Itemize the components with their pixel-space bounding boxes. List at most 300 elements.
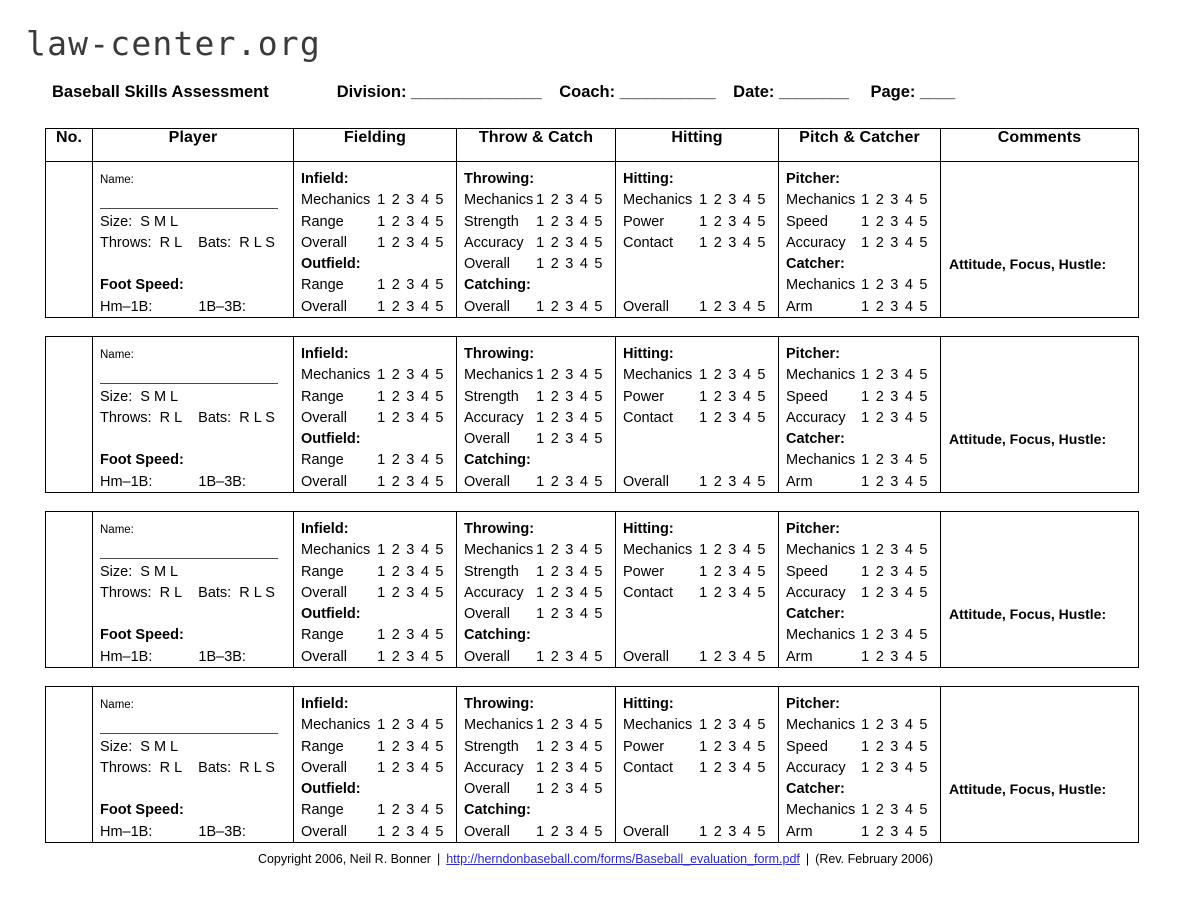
rating-scale[interactable] (861, 450, 940, 471)
rating-scale[interactable] (377, 540, 456, 561)
rating-option[interactable]: 1 (377, 367, 386, 384)
rating-option[interactable]: 1 (699, 648, 708, 665)
rating-scale[interactable] (536, 233, 615, 254)
rating-scale[interactable] (377, 212, 456, 233)
rating-option[interactable]: 2 (875, 277, 885, 294)
rating-option[interactable]: 1 (536, 738, 545, 755)
rating-option[interactable]: 2 (875, 367, 885, 384)
rating-option[interactable]: 1 (377, 759, 386, 776)
rating-option[interactable]: 4 (420, 648, 430, 665)
rating-option[interactable]: 3 (406, 213, 415, 230)
rating-option[interactable]: 3 (890, 234, 899, 251)
rating-option[interactable]: 3 (890, 584, 899, 601)
rating-option[interactable]: 4 (904, 759, 914, 776)
rating-option[interactable]: 2 (875, 298, 885, 315)
rating-option[interactable]: 2 (391, 473, 401, 490)
rating-option[interactable]: 3 (406, 584, 415, 601)
row-number-cell[interactable] (46, 337, 93, 493)
rating-option[interactable]: 2 (713, 759, 723, 776)
name-write-line[interactable] (100, 715, 293, 736)
rating-option[interactable]: 4 (742, 648, 752, 665)
rating-scale[interactable] (861, 212, 940, 233)
rating-option[interactable]: 4 (579, 606, 589, 623)
footer-url-link[interactable]: http://herndonbaseball.com/forms/Baseball_evaluation_form.pdf (446, 852, 800, 866)
rating-option[interactable]: 4 (420, 802, 430, 819)
rating-option[interactable]: 5 (435, 584, 444, 601)
rating-scale[interactable] (861, 275, 940, 296)
rating-option[interactable]: 4 (579, 584, 589, 601)
rating-option[interactable]: 2 (391, 452, 401, 469)
rating-scale[interactable] (377, 233, 456, 254)
rating-option[interactable]: 1 (377, 584, 386, 601)
rating-option[interactable]: 2 (713, 473, 723, 490)
rating-option[interactable]: 5 (919, 584, 928, 601)
rating-option[interactable]: 5 (594, 759, 603, 776)
rating-option[interactable]: 4 (742, 192, 752, 209)
rating-option[interactable]: 4 (579, 738, 589, 755)
rating-option[interactable]: 2 (875, 192, 885, 209)
rating-option[interactable]: 4 (579, 367, 589, 384)
rating-option[interactable]: 4 (579, 234, 589, 251)
rating-option[interactable]: 2 (550, 542, 560, 559)
rating-scale[interactable] (861, 822, 940, 843)
rating-option[interactable]: 4 (742, 234, 752, 251)
rating-option[interactable]: 5 (919, 298, 928, 315)
rating-option[interactable]: 3 (406, 717, 415, 734)
rating-option[interactable]: 4 (420, 367, 430, 384)
rating-option[interactable]: 5 (757, 192, 766, 209)
name-write-line[interactable] (100, 190, 293, 211)
rating-option[interactable]: 3 (565, 388, 574, 405)
rating-scale[interactable] (377, 758, 456, 779)
rating-option[interactable]: 4 (904, 717, 914, 734)
rating-option[interactable]: 3 (890, 717, 899, 734)
rating-option[interactable]: 3 (890, 627, 899, 644)
rating-option[interactable]: 4 (420, 759, 430, 776)
rating-option[interactable]: 2 (875, 584, 885, 601)
rating-option[interactable]: 5 (594, 409, 603, 426)
rating-option[interactable]: 3 (728, 584, 737, 601)
rating-option[interactable]: 4 (420, 277, 430, 294)
rating-option[interactable]: 5 (435, 627, 444, 644)
rating-option[interactable]: 4 (579, 388, 589, 405)
rating-option[interactable]: 1 (377, 717, 386, 734)
rating-option[interactable]: 5 (594, 234, 603, 251)
rating-option[interactable]: 2 (713, 234, 723, 251)
rating-option[interactable]: 5 (757, 717, 766, 734)
rating-option[interactable]: 2 (391, 823, 401, 840)
rating-option[interactable]: 2 (550, 388, 560, 405)
rating-option[interactable]: 3 (565, 192, 574, 209)
rating-scale[interactable] (861, 540, 940, 561)
rating-scale[interactable] (699, 647, 778, 668)
rating-option[interactable]: 3 (890, 648, 899, 665)
rating-scale[interactable] (377, 562, 456, 583)
rating-option[interactable]: 5 (594, 542, 603, 559)
rating-option[interactable]: 3 (406, 192, 415, 209)
rating-option[interactable]: 4 (579, 717, 589, 734)
rating-option[interactable]: 4 (420, 542, 430, 559)
rating-scale[interactable] (377, 800, 456, 821)
rating-option[interactable]: 2 (875, 388, 885, 405)
rating-option[interactable]: 3 (728, 717, 737, 734)
rating-scale[interactable] (377, 387, 456, 408)
rating-option[interactable]: 1 (536, 431, 545, 448)
rating-option[interactable]: 3 (406, 388, 415, 405)
rating-option[interactable]: 3 (728, 759, 737, 776)
rating-option[interactable]: 2 (391, 627, 401, 644)
rating-option[interactable]: 3 (890, 213, 899, 230)
rating-option[interactable]: 2 (713, 192, 723, 209)
rating-option[interactable]: 5 (757, 298, 766, 315)
rating-option[interactable]: 3 (565, 717, 574, 734)
rating-option[interactable]: 3 (728, 409, 737, 426)
rating-option[interactable]: 5 (594, 256, 603, 273)
rating-option[interactable]: 4 (904, 802, 914, 819)
rating-scale[interactable] (699, 737, 778, 758)
rating-scale[interactable] (377, 297, 456, 318)
rating-option[interactable]: 4 (420, 298, 430, 315)
rating-option[interactable]: 4 (742, 542, 752, 559)
rating-option[interactable]: 1 (861, 298, 870, 315)
rating-option[interactable]: 2 (875, 473, 885, 490)
rating-option[interactable]: 2 (550, 563, 560, 580)
rating-scale[interactable] (699, 297, 778, 318)
rating-option[interactable]: 2 (550, 234, 560, 251)
rating-option[interactable]: 2 (713, 563, 723, 580)
rating-option[interactable]: 4 (742, 584, 752, 601)
rating-option[interactable]: 4 (579, 563, 589, 580)
rating-option[interactable]: 2 (550, 213, 560, 230)
rating-option[interactable]: 4 (742, 367, 752, 384)
rating-option[interactable]: 5 (757, 409, 766, 426)
rating-option[interactable]: 1 (861, 234, 870, 251)
rating-option[interactable]: 5 (919, 717, 928, 734)
rating-option[interactable]: 4 (904, 277, 914, 294)
rating-option[interactable]: 5 (919, 409, 928, 426)
rating-option[interactable]: 2 (875, 234, 885, 251)
rating-option[interactable]: 2 (391, 298, 401, 315)
rating-option[interactable]: 1 (536, 563, 545, 580)
rating-scale[interactable] (861, 625, 940, 646)
rating-option[interactable]: 5 (594, 473, 603, 490)
rating-scale[interactable] (861, 297, 940, 318)
rating-option[interactable]: 5 (435, 452, 444, 469)
rating-option[interactable]: 2 (550, 192, 560, 209)
rating-option[interactable]: 3 (890, 823, 899, 840)
rating-option[interactable]: 1 (377, 823, 386, 840)
rating-option[interactable]: 2 (713, 388, 723, 405)
rating-option[interactable]: 5 (919, 738, 928, 755)
rating-option[interactable]: 1 (699, 367, 708, 384)
rating-option[interactable]: 1 (861, 388, 870, 405)
rating-option[interactable]: 2 (550, 256, 560, 273)
rating-option[interactable]: 1 (536, 234, 545, 251)
rating-option[interactable]: 5 (594, 648, 603, 665)
rating-option[interactable]: 5 (435, 388, 444, 405)
rating-option[interactable]: 2 (550, 431, 560, 448)
rating-option[interactable]: 1 (377, 298, 386, 315)
rating-scale[interactable] (699, 190, 778, 211)
rating-option[interactable]: 2 (550, 409, 560, 426)
rating-option[interactable]: 1 (699, 409, 708, 426)
rating-option[interactable]: 3 (728, 542, 737, 559)
rating-option[interactable]: 3 (890, 563, 899, 580)
rating-option[interactable]: 5 (594, 606, 603, 623)
rating-option[interactable]: 5 (919, 213, 928, 230)
size-row[interactable]: Size: S M L (100, 213, 179, 230)
rating-option[interactable]: 3 (565, 298, 574, 315)
rating-option[interactable]: 1 (377, 409, 386, 426)
rating-option[interactable]: 4 (904, 563, 914, 580)
rating-option[interactable]: 2 (391, 648, 401, 665)
rating-option[interactable]: 4 (420, 823, 430, 840)
rating-option[interactable]: 2 (550, 473, 560, 490)
rating-option[interactable]: 5 (435, 738, 444, 755)
rating-scale[interactable] (536, 365, 615, 386)
rating-option[interactable]: 1 (536, 781, 545, 798)
rating-option[interactable]: 1 (861, 627, 870, 644)
name-write-line[interactable] (100, 365, 293, 386)
rating-option[interactable]: 5 (919, 563, 928, 580)
rating-option[interactable]: 1 (377, 388, 386, 405)
rating-option[interactable]: 1 (536, 367, 545, 384)
rating-option[interactable]: 3 (728, 648, 737, 665)
rating-scale[interactable] (536, 562, 615, 583)
rating-option[interactable]: 2 (550, 781, 560, 798)
rating-option[interactable]: 1 (536, 648, 545, 665)
size-row[interactable]: Size: S M L (100, 738, 179, 755)
rating-option[interactable]: 3 (406, 738, 415, 755)
rating-option[interactable]: 4 (420, 563, 430, 580)
rating-scale[interactable] (536, 429, 615, 450)
rating-option[interactable]: 5 (919, 627, 928, 644)
rating-option[interactable]: 4 (742, 298, 752, 315)
rating-option[interactable]: 5 (919, 542, 928, 559)
rating-option[interactable]: 4 (420, 584, 430, 601)
rating-option[interactable]: 1 (699, 717, 708, 734)
row-number-cell[interactable] (46, 687, 93, 843)
rating-option[interactable]: 3 (406, 409, 415, 426)
rating-option[interactable]: 3 (565, 563, 574, 580)
rating-option[interactable]: 1 (377, 648, 386, 665)
rating-option[interactable]: 1 (536, 192, 545, 209)
rating-option[interactable]: 5 (435, 298, 444, 315)
rating-option[interactable]: 5 (919, 473, 928, 490)
rating-option[interactable]: 5 (435, 542, 444, 559)
rating-scale[interactable] (536, 715, 615, 736)
rating-option[interactable]: 1 (861, 802, 870, 819)
rating-scale[interactable] (536, 212, 615, 233)
rating-option[interactable]: 3 (890, 298, 899, 315)
division-field[interactable] (337, 83, 541, 102)
rating-scale[interactable] (377, 365, 456, 386)
rating-option[interactable]: 1 (861, 759, 870, 776)
rating-option[interactable]: 1 (536, 759, 545, 776)
rating-option[interactable]: 1 (699, 298, 708, 315)
rating-option[interactable]: 3 (565, 409, 574, 426)
rating-option[interactable]: 1 (699, 563, 708, 580)
rating-option[interactable]: 5 (757, 234, 766, 251)
row-number-cell[interactable] (46, 512, 93, 668)
rating-option[interactable]: 1 (377, 192, 386, 209)
rating-scale[interactable] (699, 365, 778, 386)
rating-scale[interactable] (536, 758, 615, 779)
rating-option[interactable]: 2 (875, 648, 885, 665)
rating-scale[interactable] (536, 472, 615, 493)
rating-scale[interactable] (861, 387, 940, 408)
rating-option[interactable]: 5 (919, 452, 928, 469)
rating-scale[interactable] (536, 254, 615, 275)
rating-option[interactable]: 2 (713, 823, 723, 840)
comments-cell[interactable] (941, 687, 1138, 835)
rating-scale[interactable] (861, 562, 940, 583)
row-number-cell[interactable] (46, 162, 93, 318)
size-row[interactable]: Size: S M L (100, 388, 179, 405)
rating-option[interactable]: 4 (579, 781, 589, 798)
rating-option[interactable]: 5 (435, 473, 444, 490)
rating-option[interactable]: 3 (890, 802, 899, 819)
rating-option[interactable]: 3 (565, 213, 574, 230)
throws-bats-row[interactable]: Throws: R L Bats: R L S (100, 409, 275, 426)
rating-option[interactable]: 4 (579, 431, 589, 448)
throws-bats-row[interactable]: Throws: R L Bats: R L S (100, 759, 275, 776)
rating-option[interactable]: 3 (565, 648, 574, 665)
rating-option[interactable]: 4 (904, 473, 914, 490)
rating-option[interactable]: 1 (861, 473, 870, 490)
rating-option[interactable]: 2 (391, 409, 401, 426)
rating-option[interactable]: 3 (406, 277, 415, 294)
rating-option[interactable]: 4 (420, 192, 430, 209)
rating-option[interactable]: 1 (699, 473, 708, 490)
rating-option[interactable]: 5 (435, 563, 444, 580)
rating-option[interactable]: 5 (594, 823, 603, 840)
rating-scale[interactable] (377, 190, 456, 211)
rating-option[interactable]: 4 (904, 738, 914, 755)
throws-bats-row[interactable]: Throws: R L Bats: R L S (100, 234, 275, 251)
rating-option[interactable]: 5 (757, 388, 766, 405)
rating-option[interactable]: 2 (875, 802, 885, 819)
rating-option[interactable]: 3 (728, 367, 737, 384)
rating-option[interactable]: 3 (890, 192, 899, 209)
rating-option[interactable]: 3 (406, 802, 415, 819)
rating-option[interactable]: 4 (420, 388, 430, 405)
rating-option[interactable]: 4 (742, 473, 752, 490)
rating-scale[interactable] (536, 647, 615, 668)
rating-option[interactable]: 5 (919, 234, 928, 251)
rating-option[interactable]: 2 (875, 627, 885, 644)
rating-option[interactable]: 4 (579, 759, 589, 776)
rating-scale[interactable] (699, 583, 778, 604)
rating-scale[interactable] (377, 275, 456, 296)
rating-option[interactable]: 4 (904, 409, 914, 426)
rating-option[interactable]: 5 (594, 717, 603, 734)
rating-option[interactable]: 2 (713, 367, 723, 384)
rating-option[interactable]: 2 (713, 409, 723, 426)
rating-option[interactable]: 4 (742, 738, 752, 755)
rating-scale[interactable] (377, 822, 456, 843)
rating-option[interactable]: 2 (391, 584, 401, 601)
rating-option[interactable]: 3 (406, 234, 415, 251)
rating-option[interactable]: 2 (391, 542, 401, 559)
rating-option[interactable]: 5 (757, 823, 766, 840)
rating-option[interactable]: 1 (536, 473, 545, 490)
rating-scale[interactable] (536, 737, 615, 758)
rating-scale[interactable] (377, 450, 456, 471)
rating-scale[interactable] (699, 212, 778, 233)
rating-option[interactable]: 4 (420, 452, 430, 469)
rating-option[interactable]: 5 (919, 367, 928, 384)
rating-option[interactable]: 4 (420, 717, 430, 734)
rating-scale[interactable] (699, 540, 778, 561)
rating-option[interactable]: 5 (435, 234, 444, 251)
rating-option[interactable]: 1 (699, 542, 708, 559)
rating-scale[interactable] (861, 715, 940, 736)
rating-option[interactable]: 1 (861, 192, 870, 209)
rating-option[interactable]: 2 (391, 759, 401, 776)
rating-option[interactable]: 3 (728, 234, 737, 251)
rating-option[interactable]: 2 (875, 213, 885, 230)
rating-option[interactable]: 5 (594, 738, 603, 755)
rating-option[interactable]: 2 (391, 717, 401, 734)
rating-option[interactable]: 5 (435, 409, 444, 426)
rating-option[interactable]: 1 (377, 563, 386, 580)
rating-option[interactable]: 2 (713, 738, 723, 755)
rating-option[interactable]: 5 (435, 648, 444, 665)
rating-option[interactable]: 4 (742, 213, 752, 230)
rating-option[interactable]: 4 (742, 563, 752, 580)
rating-option[interactable]: 3 (728, 738, 737, 755)
rating-option[interactable]: 4 (579, 473, 589, 490)
rating-option[interactable]: 3 (890, 388, 899, 405)
rating-option[interactable]: 1 (377, 234, 386, 251)
rating-option[interactable]: 3 (890, 367, 899, 384)
rating-option[interactable]: 4 (904, 367, 914, 384)
rating-option[interactable]: 3 (406, 473, 415, 490)
rating-option[interactable]: 4 (579, 256, 589, 273)
rating-option[interactable]: 2 (391, 234, 401, 251)
rating-option[interactable]: 1 (377, 627, 386, 644)
rating-option[interactable]: 2 (875, 563, 885, 580)
rating-option[interactable]: 2 (713, 648, 723, 665)
rating-option[interactable]: 3 (728, 823, 737, 840)
rating-option[interactable]: 5 (594, 192, 603, 209)
throws-bats-row[interactable]: Throws: R L Bats: R L S (100, 584, 275, 601)
rating-option[interactable]: 2 (391, 388, 401, 405)
rating-option[interactable]: 5 (919, 759, 928, 776)
rating-option[interactable]: 5 (757, 738, 766, 755)
rating-option[interactable]: 1 (377, 277, 386, 294)
rating-option[interactable]: 5 (594, 584, 603, 601)
rating-option[interactable]: 5 (757, 648, 766, 665)
rating-scale[interactable] (536, 604, 615, 625)
rating-option[interactable]: 3 (406, 542, 415, 559)
rating-option[interactable]: 2 (875, 759, 885, 776)
rating-scale[interactable] (699, 758, 778, 779)
size-row[interactable]: Size: S M L (100, 563, 179, 580)
rating-option[interactable]: 2 (391, 802, 401, 819)
rating-option[interactable]: 2 (550, 606, 560, 623)
rating-option[interactable]: 5 (919, 823, 928, 840)
rating-scale[interactable] (861, 737, 940, 758)
rating-option[interactable]: 3 (890, 473, 899, 490)
rating-option[interactable]: 1 (861, 738, 870, 755)
rating-option[interactable]: 1 (377, 213, 386, 230)
rating-option[interactable]: 4 (420, 627, 430, 644)
rating-option[interactable]: 4 (904, 234, 914, 251)
rating-scale[interactable] (699, 472, 778, 493)
rating-option[interactable]: 1 (536, 584, 545, 601)
